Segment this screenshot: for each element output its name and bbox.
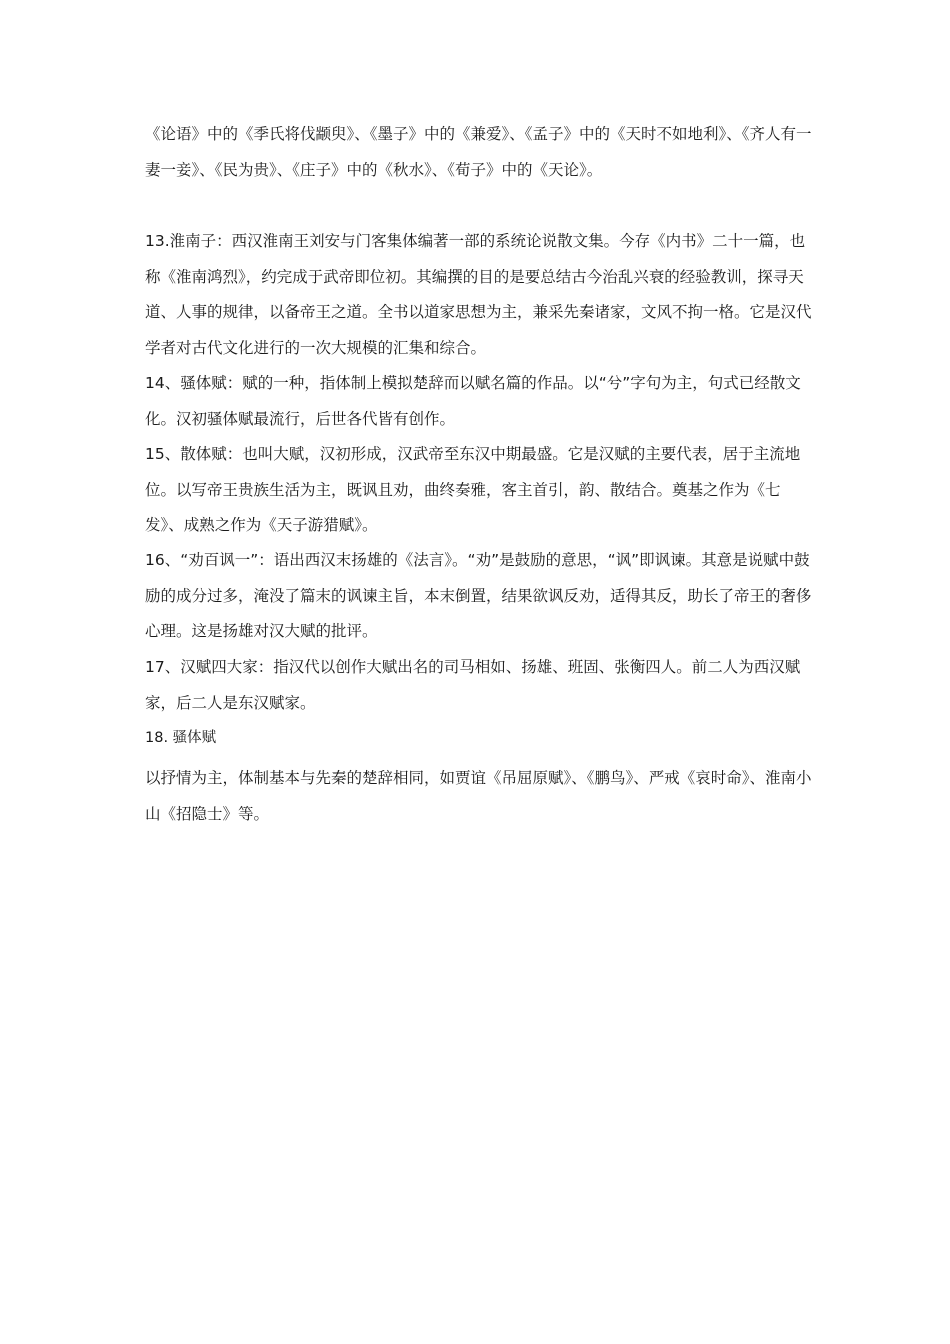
- paragraph-17-hanfu-four-masters: 17、汉赋四大家：指汉代以创作大赋出名的司马相如、扬雄、班固、张衡四人。前二人为西汉赋家，后二人是东汉赋家。: [145, 658, 801, 712]
- paragraph-14-saotifu: 14、骚体赋：赋的一种，指体制上模拟楚辞而以赋名篇的作品。以“兮”字句为主，句式已经散文化。汉初骚体赋最流行，后世各代皆有创作。: [145, 374, 801, 428]
- paragraph-15-santifu: 15、散体赋：也叫大赋，汉初形成，汉武帝至东汉中期最盛。它是汉赋的主要代表，居于主流地位。以写帝王贵族生活为主，既讽且劝，曲终奏雅，客主首引，韵、散结合。奠基之作为《七发》、成熟之作为《天子游猎赋》。: [145, 445, 801, 534]
- paragraph-18-saotifu: 以抒情为主，体制基本与先秦的楚辞相同，如贾谊《吊屈原赋》、《鹏鸟》、严戒《哀时命》、淮南小山《招隐士》等。: [145, 769, 812, 823]
- intro-paragraph: 《论语》中的《季氏将伐颛臾》、《墨子》中的《兼爱》、《孟子》中的《天时不如地利》、《齐人有一妻一妾》、《民为贵》、《庄子》中的《秋水》、《荀子》中的《天论》。: [145, 125, 812, 179]
- heading-18-saotifu: 18. 骚体赋: [145, 730, 217, 746]
- paragraph-16-quanbaifengyi: 16、“劝百讽一”：语出西汉末扬雄的《法言》。“劝”是鼓励的意思，“讽”即讽谏。其意是说赋中鼓励的成分过多，淹没了篇末的讽谏主旨，本末倒置，结果欲讽反劝，适得其反，助长了帝王的奢侈心理。这是扬雄对汉大赋的批评。: [145, 551, 812, 640]
- paragraph-13-huainanzi: 13.淮南子：西汉淮南王刘安与门客集体编著一部的系统论说散文集。今存《内书》二十一篇，也称《淮南鸿烈》，约完成于武帝即位初。其编撰的目的是要总结古今治乱兴衰的经验教训，探寻天道、人事的规律，以备帝王之道。全书以道家思想为主，兼采先秦诸家，文风不拘一格。它是汉代学者对古代文化进行的一次大规模的汇集和综合。: [145, 232, 812, 357]
